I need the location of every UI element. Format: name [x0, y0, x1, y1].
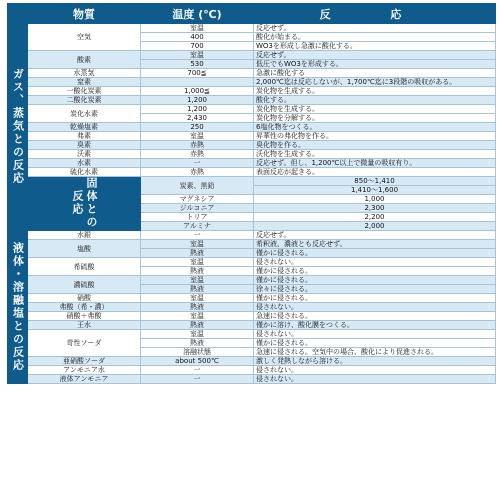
reaction-cell: 酸化が始まる。	[254, 33, 496, 42]
temperature-cell: 700	[141, 42, 254, 51]
reaction-table	[7, 3, 496, 384]
reaction-cell: 激しく発熱しながら溶ける。	[254, 357, 496, 366]
temperature-cell: 溶融状態	[141, 348, 254, 357]
table-row	[8, 78, 496, 87]
temperature-cell: 室温	[141, 294, 254, 303]
temperature-cell: 1,000	[254, 195, 496, 204]
temperature-cell: 室温	[141, 240, 254, 249]
table-row	[8, 24, 496, 33]
substance-cell: 硝酸＋弗酸	[28, 312, 141, 321]
reaction-cell: 沃化物を生成する。	[254, 150, 496, 159]
substance-cell: 塩酸	[28, 240, 141, 258]
reaction-cell: 急速に侵される。空気中の場合、酸化により促進される。	[254, 348, 496, 357]
table-row	[8, 51, 496, 60]
reaction-cell: 急速に侵される。	[254, 312, 496, 321]
temperature-cell: 熱液	[141, 249, 254, 258]
table-row	[8, 69, 496, 78]
table-row	[8, 366, 496, 375]
table-row	[8, 123, 496, 132]
substance-cell: 希硫酸	[28, 258, 141, 276]
temperature-cell: 850〜1,410	[254, 177, 496, 186]
reaction-cell: 侵されない。	[254, 258, 496, 267]
temperature-cell: about 500℃	[141, 357, 254, 366]
temperature-cell: 1,200	[141, 96, 254, 105]
reaction-cell: 僅かに侵される。	[254, 267, 496, 276]
substance-cell: 水銀	[28, 231, 141, 240]
table-row	[8, 231, 496, 240]
reaction-cell: 急激に酸化する	[254, 69, 496, 78]
temperature-cell: 室温	[141, 24, 254, 33]
reaction-cell: 2,000℃迄は反応しないが、1,700℃迄に3段階の吸収がある。	[254, 78, 496, 87]
table-row	[8, 96, 496, 105]
reaction-cell: 僅かに侵される。	[254, 276, 496, 285]
temperature-cell: 2,000	[254, 222, 496, 231]
table-row	[8, 258, 496, 267]
temperature-cell: 2,200	[254, 213, 496, 222]
temperature-cell: 熱液	[141, 267, 254, 276]
reaction-cell: 僅かに侵される。	[254, 249, 496, 258]
reaction-cell: 反応せず。但し、1,200℃以上で微量の吸収有り。	[254, 159, 496, 168]
table-row	[8, 87, 496, 96]
temperature-cell: 熱液	[141, 339, 254, 348]
substance-cell: 硝酸	[28, 294, 141, 303]
header-substance: 物質	[28, 4, 141, 24]
substance-cell: マグネシア	[141, 195, 254, 204]
substance-cell: 弗酸（希・濃）	[28, 303, 141, 312]
reaction-cell: 僅かに侵される。	[254, 339, 496, 348]
table-row	[8, 276, 496, 285]
reaction-cell: 希釈液、濃液とも反応せず。	[254, 240, 496, 249]
reaction-cell: 昇華性の弗化物を作る。	[254, 132, 496, 141]
temperature-cell: 室温	[141, 51, 254, 60]
table-row	[8, 177, 496, 186]
reaction-cell: 侵されない。	[254, 375, 496, 384]
substance-cell: アルミナ	[141, 222, 254, 231]
header-reaction: 反 応	[254, 4, 496, 24]
temperature-cell: 赤熱	[141, 141, 254, 150]
substance-cell: 濃硫酸	[28, 276, 141, 294]
table-row	[8, 168, 496, 177]
substance-cell: 水素	[28, 159, 141, 168]
temperature-cell: 一	[141, 366, 254, 375]
temperature-cell: 一	[141, 231, 254, 240]
reaction-cell: WO3を形成し急激に酸化する。	[254, 42, 496, 51]
substance-cell: 炭化水素	[28, 105, 141, 123]
reaction-cell: 6塩化物をつくる。	[254, 123, 496, 132]
substance-cell: 臭素	[28, 141, 141, 150]
reaction-cell: 表面反応が起きる。	[254, 168, 496, 177]
reaction-cell: 徐々に侵される。	[254, 285, 496, 294]
temperature-cell: 室温	[141, 276, 254, 285]
reaction-cell: 反応せず。	[254, 231, 496, 240]
reaction-cell: 臭化物を作る。	[254, 141, 496, 150]
temperature-cell: 250	[141, 123, 254, 132]
temperature-cell: 赤熱	[141, 168, 254, 177]
substance-cell: 空気	[28, 24, 141, 51]
temperature-cell: 700≦	[141, 69, 254, 78]
temperature-cell: 一	[141, 159, 254, 168]
temperature-cell: 1,200	[141, 105, 254, 114]
substance-cell: 一酸化炭素	[28, 87, 141, 96]
reaction-cell: 僅かに侵される。	[254, 294, 496, 303]
category-liquid-molten-salt: 液体・溶融塩との反応	[8, 231, 28, 384]
reaction-cell: 低圧でもWO3を形成する。	[254, 60, 496, 69]
reaction-cell: 反応せず。	[254, 51, 496, 60]
temperature-cell: 熱液	[141, 285, 254, 294]
substance-cell: 苛性ソーダ	[28, 330, 141, 357]
temperature-cell: 530	[141, 60, 254, 69]
category-gas-vapor: ガス、蒸気との反応	[8, 24, 28, 231]
temperature-cell: 熱液	[141, 321, 254, 330]
substance-cell: 水蒸気	[28, 69, 141, 78]
substance-cell: 炭素、黒鉛	[141, 177, 254, 195]
table-row	[8, 105, 496, 114]
table-row	[8, 132, 496, 141]
substance-cell: 液体アンモニア	[28, 375, 141, 384]
reaction-cell: 僅かに溶け、酸化膜をつくる。	[254, 321, 496, 330]
reaction-cell: 炭化物を生成する。	[254, 105, 496, 114]
reaction-cell: 反応せず。	[254, 24, 496, 33]
temperature-cell: 2,430	[141, 114, 254, 123]
substance-cell: 亜硝酸ソーダ	[28, 357, 141, 366]
header-temperature: 温度 (℃)	[141, 4, 254, 24]
temperature-cell: 1,410〜1,600	[254, 186, 496, 195]
table-row	[8, 240, 496, 249]
substance-cell: 窒素	[28, 78, 141, 87]
corner-cell	[8, 4, 28, 24]
table-row	[8, 312, 496, 321]
table-row	[8, 141, 496, 150]
substance-cell: 酸素	[28, 51, 141, 69]
temperature-cell: 室温	[141, 312, 254, 321]
reaction-cell: 酸化する。	[254, 96, 496, 105]
reaction-cell: 侵されない。	[254, 303, 496, 312]
table-row	[8, 375, 496, 384]
reaction-cell: 炭化物を分解する。	[254, 114, 496, 123]
substance-cell: 二酸化炭素	[28, 96, 141, 105]
substance-cell: 沃素	[28, 150, 141, 159]
temperature-cell: 室温	[141, 132, 254, 141]
substance-cell: 硫化水素	[28, 168, 141, 177]
table-row	[8, 159, 496, 168]
temperature-cell: 1,000≦	[141, 87, 254, 96]
temperature-cell	[141, 78, 254, 87]
temperature-cell: 400	[141, 33, 254, 42]
reaction-cell: 侵されない。	[254, 366, 496, 375]
category-solid: 固体との反応	[28, 177, 141, 231]
temperature-cell: 赤熱	[141, 150, 254, 159]
substance-cell: 弗素	[28, 132, 141, 141]
substance-cell: 乾燥塩素	[28, 123, 141, 132]
table-row	[8, 321, 496, 330]
temperature-cell: 2,300	[254, 204, 496, 213]
reaction-cell: 炭化物を生成する。	[254, 87, 496, 96]
temperature-cell: 室温	[141, 330, 254, 339]
substance-cell: ジルコニア	[141, 204, 254, 213]
temperature-cell: 熱液	[141, 303, 254, 312]
substance-cell: アンモニア水	[28, 366, 141, 375]
reaction-cell: 侵されない。	[254, 330, 496, 339]
temperature-cell: 室温	[141, 258, 254, 267]
table-row	[8, 150, 496, 159]
table-row	[8, 330, 496, 339]
table-row	[8, 357, 496, 366]
temperature-cell: 一	[141, 375, 254, 384]
substance-cell: トリア	[141, 213, 254, 222]
substance-cell: 王水	[28, 321, 141, 330]
table-row	[8, 294, 496, 303]
header-row	[8, 4, 496, 24]
table-row	[8, 303, 496, 312]
